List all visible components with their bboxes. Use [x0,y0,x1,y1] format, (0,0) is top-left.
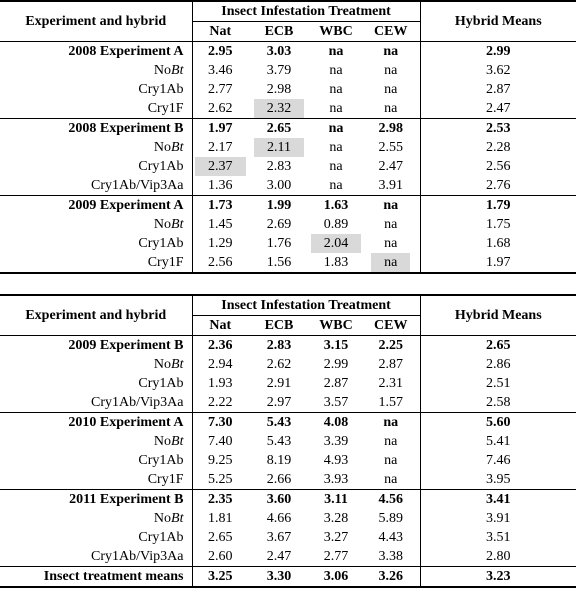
experiment-summary-row [0,490,576,510]
data-table-1 [0,0,576,274]
cell-value: 3.25 [208,569,233,584]
cell-value: 2.56 [208,255,233,270]
column-header-wbc: WBC [310,22,362,42]
cell-value: 2.69 [266,217,292,232]
experiment-summary-row [0,196,576,216]
cell-nat [192,451,248,470]
cell-cew [362,490,420,510]
cell-value: 0.89 [323,217,349,232]
insect-infestation-treatment-header: Insect Infestation Treatment [192,295,420,316]
hybrid-mean-cell: 2.51 [420,374,576,393]
cell-cew [362,215,420,234]
hybrid-mean-cell: 2.53 [420,119,576,139]
hybrid-row [0,61,576,80]
cell-wbc [310,119,362,139]
cell-wbc [310,80,362,99]
cell-value: na [329,159,343,174]
cell-value: 2.47 [378,159,404,174]
row-label: Cry1Ab [0,234,192,253]
cell-value: na [383,44,399,59]
cell-cew [362,547,420,567]
hybrid-row [0,393,576,413]
cell-cew [362,336,420,356]
cell-value: 2.94 [208,357,233,372]
hybrid-mean-cell: 2.28 [420,138,576,157]
hybrid-mean-cell: 3.95 [420,470,576,490]
cell-value: na [384,434,398,449]
cell-value: na [328,121,344,136]
cell-value: 3.06 [323,569,349,584]
cell-value: 2.95 [208,44,233,59]
cell-value: 1.45 [208,217,233,232]
row-label: Cry1Ab [0,451,192,470]
cell-value: 1.63 [323,198,349,213]
cell-value: na [329,101,343,116]
cell-value: 3.46 [208,63,233,78]
hybrid-means-header: Hybrid Means [420,295,576,336]
cell-wbc [310,176,362,196]
column-header-ecb: ECB [248,316,310,336]
hybrid-mean-cell: 3.62 [420,61,576,80]
cell-value: 1.57 [378,395,404,410]
cell-ecb [248,470,310,490]
row-label: NoBt [0,355,192,374]
cell-ecb [248,80,310,99]
cell-ecb [248,42,310,62]
cell-nat [192,355,248,374]
cell-value: 5.89 [378,511,404,526]
cell-wbc [310,374,362,393]
hybrid-mean-cell: 2.76 [420,176,576,196]
cell-value: 5.43 [266,434,292,449]
column-header-nat: Nat [192,316,248,336]
highlighted-cell-value: 2.32 [254,99,305,118]
cell-nat [192,374,248,393]
hybrid-mean-cell: 3.23 [420,567,576,588]
cell-value: 3.00 [266,178,292,193]
cell-cew [362,61,420,80]
row-label: Cry1F [0,470,192,490]
cell-ecb [248,176,310,196]
cell-ecb [248,509,310,528]
cell-nat [192,99,248,119]
cell-nat [192,432,248,451]
cell-value: 2.47 [266,549,292,564]
cell-wbc [310,413,362,433]
column-header-wbc: WBC [310,316,362,336]
cell-wbc [310,567,362,588]
cell-nat [192,61,248,80]
cell-cew [362,119,420,139]
cell-cew [362,509,420,528]
hybrid-mean-cell: 2.87 [420,80,576,99]
row-label: NoBt [0,509,192,528]
experiment-summary-row [0,413,576,433]
hybrid-row [0,138,576,157]
column-header-cew: CEW [362,316,420,336]
cell-nat [192,42,248,62]
hybrid-row [0,253,576,273]
cell-value: 4.66 [266,511,292,526]
cell-cew [362,157,420,176]
table-header [0,1,576,42]
hybrid-mean-cell: 2.65 [420,336,576,356]
cell-nat [192,393,248,413]
cell-ecb [248,451,310,470]
data-table-2 [0,294,576,588]
cell-cew [362,528,420,547]
cell-value: 2.87 [323,376,349,391]
row-label: Cry1Ab [0,157,192,176]
cell-value: 3.38 [378,549,404,564]
cell-value: 3.39 [323,434,349,449]
cell-value: na [383,415,399,430]
cell-cew [362,138,420,157]
cell-cew [362,234,420,253]
cell-value: 9.25 [208,453,233,468]
hybrid-mean-cell: 1.75 [420,215,576,234]
cell-ecb [248,138,310,157]
cell-value: na [384,236,398,251]
cell-value: 2.36 [208,338,233,353]
cell-nat [192,547,248,567]
cell-value: 1.29 [208,236,233,251]
cell-value: 1.81 [208,511,233,526]
cell-value: na [383,198,399,213]
hybrid-row [0,99,576,119]
row-label: Cry1Ab [0,528,192,547]
cell-value: 8.19 [266,453,292,468]
table-body [0,336,576,588]
cell-value: 3.67 [266,530,292,545]
cell-ecb [248,567,310,588]
cell-cew [362,99,420,119]
hybrid-row [0,215,576,234]
experiment-and-hybrid-header: Experiment and hybrid [0,1,192,42]
cell-nat [192,413,248,433]
hybrid-row [0,374,576,393]
cell-ecb [248,253,310,273]
cell-cew [362,567,420,588]
cell-nat [192,196,248,216]
cell-value: 2.87 [378,357,404,372]
hybrid-mean-cell: 5.41 [420,432,576,451]
hybrid-row [0,509,576,528]
cell-cew [362,196,420,216]
cell-ecb [248,157,310,176]
cell-value: 2.65 [208,530,233,545]
insect-infestation-treatment-header: Insect Infestation Treatment [192,1,420,22]
row-label: Cry1Ab [0,80,192,99]
column-header-nat: Nat [192,22,248,42]
cell-value: 2.35 [208,492,233,507]
cell-value: 4.08 [323,415,349,430]
cell-value: 3.26 [378,569,404,584]
cell-ecb [248,490,310,510]
cell-nat [192,490,248,510]
cell-cew [362,42,420,62]
cell-nat [192,234,248,253]
hybrid-mean-cell: 2.86 [420,355,576,374]
cell-value: 2.97 [266,395,292,410]
row-label: Cry1F [0,99,192,119]
cell-ecb [248,215,310,234]
cell-value: 1.76 [266,236,292,251]
row-label: NoBt [0,215,192,234]
cell-value: 7.40 [208,434,233,449]
cell-nat [192,138,248,157]
cell-ecb [248,61,310,80]
cell-value: na [384,101,398,116]
hybrid-mean-cell: 2.47 [420,99,576,119]
hybrid-mean-cell: 2.99 [420,42,576,62]
cell-value: 2.77 [323,549,349,564]
hybrid-mean-cell: 2.80 [420,547,576,567]
row-label: Cry1Ab/Vip3Aa [0,393,192,413]
cell-nat [192,176,248,196]
experiment-summary-row [0,336,576,356]
cell-wbc [310,490,362,510]
cell-cew [362,393,420,413]
cell-wbc [310,138,362,157]
cell-value: 1.97 [208,121,233,136]
cell-value: 2.62 [208,101,233,116]
cell-value: 5.25 [208,472,233,487]
cell-value: na [329,140,343,155]
cell-value: 3.93 [323,472,349,487]
cell-value: na [384,63,398,78]
cell-value: 4.56 [378,492,404,507]
hybrid-row [0,547,576,567]
cell-wbc [310,42,362,62]
cell-value: 3.28 [323,511,349,526]
hybrid-mean-cell: 7.46 [420,451,576,470]
highlighted-cell-value: 2.04 [311,234,362,253]
row-label: Cry1Ab/Vip3Aa [0,547,192,567]
cell-value: 1.99 [266,198,292,213]
cell-ecb [248,355,310,374]
cell-wbc [310,99,362,119]
hybrid-mean-cell: 3.41 [420,490,576,510]
hybrid-row [0,355,576,374]
cell-wbc [310,157,362,176]
hybrid-row [0,470,576,490]
row-label: 2008 Experiment B [0,119,192,139]
cell-ecb [248,119,310,139]
cell-value: na [329,178,343,193]
cell-ecb [248,336,310,356]
cell-value: 1.83 [323,255,349,270]
cell-value: 3.15 [323,338,349,353]
cell-value: 3.27 [323,530,349,545]
cell-value: 2.77 [208,82,233,97]
experiment-summary-row [0,42,576,62]
cell-ecb [248,547,310,567]
cell-ecb [248,99,310,119]
hybrid-mean-cell: 2.58 [420,393,576,413]
experiment-summary-row [0,119,576,139]
experiment-summary-row [0,567,576,588]
cell-value: 3.57 [323,395,349,410]
cell-value: 2.25 [378,338,404,353]
cell-value: 3.91 [378,178,404,193]
cell-wbc [310,215,362,234]
cell-value: na [328,44,344,59]
row-label: Cry1Ab/Vip3Aa [0,176,192,196]
cell-value: 1.36 [208,178,233,193]
cell-cew [362,413,420,433]
column-header-ecb: ECB [248,22,310,42]
cell-cew [362,470,420,490]
row-label: 2010 Experiment A [0,413,192,433]
cell-wbc [310,393,362,413]
row-label: NoBt [0,432,192,451]
cell-value: 1.93 [208,376,233,391]
cell-ecb [248,413,310,433]
cell-wbc [310,547,362,567]
cell-cew [362,253,420,273]
cell-value: 2.55 [378,140,404,155]
hybrid-row [0,176,576,196]
row-label: 2011 Experiment B [0,490,192,510]
table-body [0,42,576,274]
row-label: Cry1Ab [0,374,192,393]
cell-value: 2.62 [266,357,292,372]
cell-ecb [248,432,310,451]
cell-value: 3.79 [266,63,292,78]
cell-value: 2.83 [266,159,292,174]
cell-nat [192,567,248,588]
cell-wbc [310,61,362,80]
cell-wbc [310,234,362,253]
cell-value: 2.83 [266,338,292,353]
cell-value: 3.11 [324,492,348,507]
cell-nat [192,470,248,490]
cell-nat [192,253,248,273]
row-label: Cry1F [0,253,192,273]
hybrid-mean-cell: 3.91 [420,509,576,528]
hybrid-mean-cell: 1.97 [420,253,576,273]
cell-nat [192,528,248,547]
cell-cew [362,432,420,451]
cell-ecb [248,196,310,216]
cell-value: na [384,217,398,232]
hybrid-mean-cell: 1.79 [420,196,576,216]
cell-value: 2.17 [208,140,233,155]
row-label: NoBt [0,61,192,80]
cell-value: 1.73 [208,198,233,213]
cell-wbc [310,355,362,374]
cell-nat [192,80,248,99]
hybrid-row [0,157,576,176]
hybrid-mean-cell: 3.51 [420,528,576,547]
cell-value: 2.98 [266,82,292,97]
cell-value: 1.56 [266,255,292,270]
cell-nat [192,215,248,234]
cell-value: na [329,82,343,97]
hybrid-row [0,80,576,99]
cell-value: 4.93 [323,453,349,468]
cell-value: 2.91 [266,376,292,391]
table-header [0,295,576,336]
cell-value: 2.31 [378,376,404,391]
cell-value: 2.66 [266,472,292,487]
cell-value: 3.60 [266,492,292,507]
cell-ecb [248,234,310,253]
cell-value: na [384,472,398,487]
cell-wbc [310,451,362,470]
hybrid-means-header: Hybrid Means [420,1,576,42]
cell-value: 3.30 [266,569,292,584]
cell-value: 2.99 [323,357,349,372]
cell-wbc [310,528,362,547]
cell-value: 3.03 [266,44,292,59]
cell-nat [192,336,248,356]
cell-value: na [384,82,398,97]
cell-cew [362,355,420,374]
hybrid-row [0,528,576,547]
cell-nat [192,119,248,139]
cell-value: 7.30 [208,415,233,430]
cell-wbc [310,336,362,356]
cell-cew [362,80,420,99]
cell-wbc [310,470,362,490]
highlighted-cell-value: 2.37 [195,157,246,176]
cell-wbc [310,509,362,528]
cell-value: na [329,63,343,78]
cell-wbc [310,253,362,273]
cell-ecb [248,374,310,393]
cell-value: 2.22 [208,395,233,410]
cell-value: 2.98 [378,121,404,136]
cell-nat [192,509,248,528]
experiment-and-hybrid-header: Experiment and hybrid [0,295,192,336]
hybrid-mean-cell: 5.60 [420,413,576,433]
hybrid-row [0,451,576,470]
row-label: 2009 Experiment A [0,196,192,216]
hybrid-row [0,234,576,253]
column-header-cew: CEW [362,22,420,42]
row-label: NoBt [0,138,192,157]
cell-value: 4.43 [378,530,404,545]
highlighted-cell-value: na [371,253,410,272]
cell-ecb [248,393,310,413]
cell-ecb [248,528,310,547]
cell-value: 2.60 [208,549,233,564]
cell-value: 2.65 [266,121,292,136]
cell-wbc [310,196,362,216]
cell-cew [362,374,420,393]
hybrid-mean-cell: 2.56 [420,157,576,176]
cell-value: 5.43 [266,415,292,430]
hybrid-mean-cell: 1.68 [420,234,576,253]
row-label: 2008 Experiment A [0,42,192,62]
row-label: 2009 Experiment B [0,336,192,356]
cell-wbc [310,432,362,451]
cell-cew [362,451,420,470]
cell-value: na [384,453,398,468]
hybrid-row [0,432,576,451]
cell-cew [362,176,420,196]
cell-nat [192,157,248,176]
row-label: Insect treatment means [0,567,192,588]
highlighted-cell-value: 2.11 [254,138,304,157]
